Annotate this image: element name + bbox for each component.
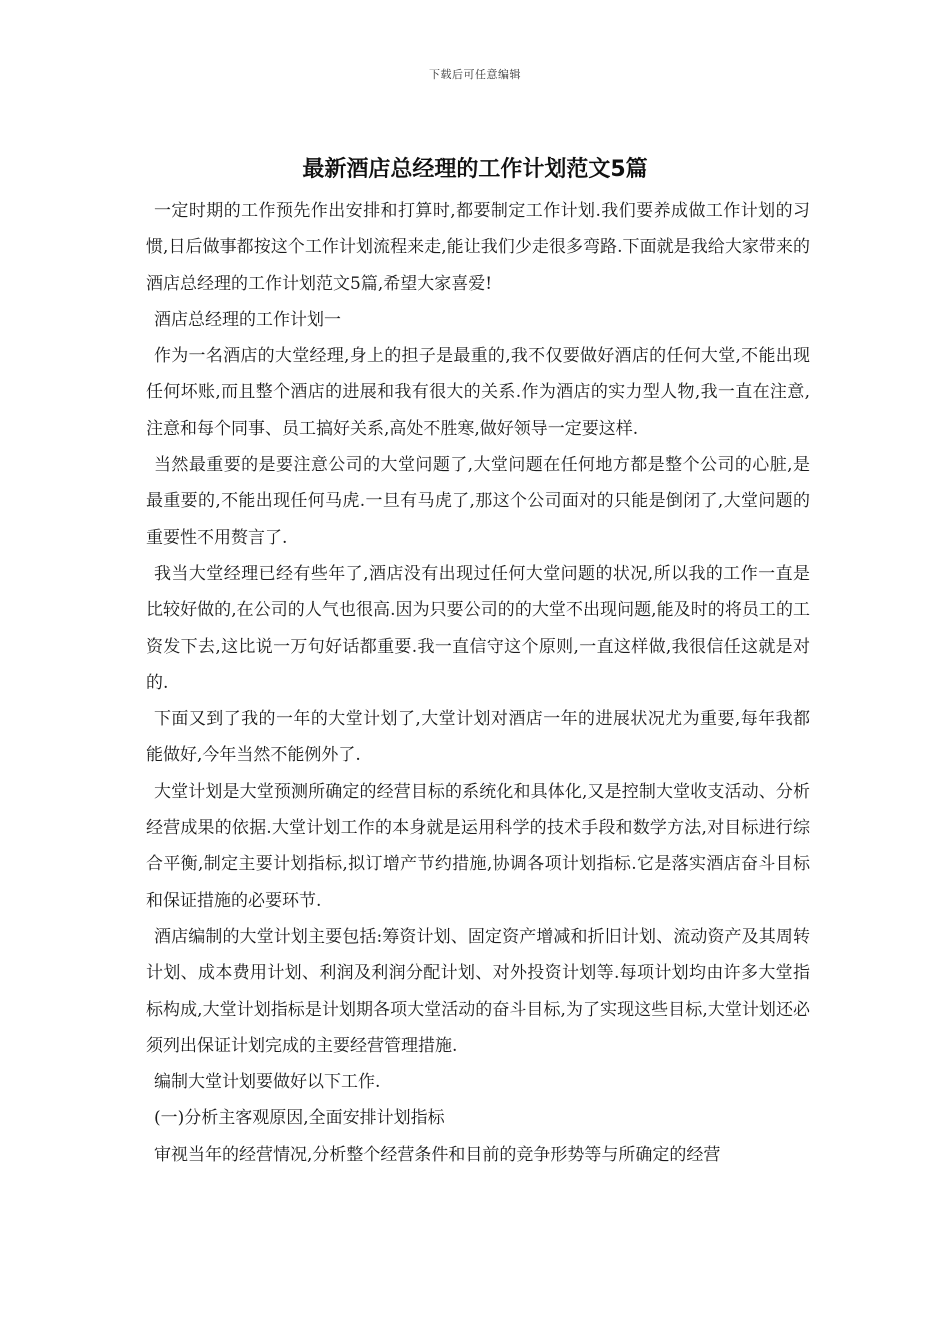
paragraph: 我当大堂经理已经有些年了,酒店没有出现过任何大堂问题的状况,所以我的工作一直是比较好做的,在公司的人气也很高.因为只要公司的的大堂不出现问题,能及时的将员工的工资发下去,这比说一万句好话都重要.我一直信守这个原则,一直这样做,我很信任这就是对的.: [146, 563, 810, 693]
section-heading: 酒店总经理的工作计划一: [154, 309, 341, 330]
paragraph: 大堂计划是大堂预测所确定的经营目标的系统化和具体化,又是控制大堂收支活动、分析经营成果的依据.大堂计划工作的本身就是运用科学的技术手段和数学方法,对目标进行综合平衡,制定主要计划指标,拟订增产节约措施,协调各项计划指标.它是落实酒店奋斗目标和保证措施的必要环节.: [146, 781, 810, 911]
paragraph: 酒店编制的大堂计划主要包括:筹资计划、固定资产增减和折旧计划、流动资产及其周转计划、成本费用计划、利润及利润分配计划、对外投资计划等.每项计划均由许多大堂指标构成,大堂计划指标是计划期各项大堂活动的奋斗目标,为了实现这些目标,大堂计划还必须列出保证计划完成的主要经营管理措施.: [146, 926, 810, 1056]
header-note: 下载后可任意编辑: [429, 68, 521, 81]
document-body: [146, 193, 810, 1173]
paragraph: 编制大堂计划要做好以下工作.: [154, 1072, 381, 1093]
document-title: 最新酒店总经理的工作计划范文5篇: [302, 157, 648, 182]
paragraph: 下面又到了我的一年的大堂计划了,大堂计划对酒店一年的进展状况尤为重要,每年我都能做好,今年当然不能例外了.: [146, 709, 810, 766]
paragraph: 审视当年的经营情况,分析整个经营条件和目前的竞争形势等与所确定的经营: [154, 1144, 721, 1165]
paragraph: 作为一名酒店的大堂经理,身上的担子是最重的,我不仅要做好酒店的任何大堂,不能出现任何坏账,而且整个酒店的进展和我有很大的关系.作为酒店的实力型人物,我一直在注意,注意和每个同事、员工搞好关系,高处不胜寒,做好领导一定要这样.: [146, 346, 810, 439]
paragraph-intro: 一定时期的工作预先作出安排和打算时,都要制定工作计划.我们要养成做工作计划的习惯,日后做事都按这个工作计划流程来走,能让我们少走很多弯路.下面就是我给大家带来的酒店总经理的工作计划范文5篇,希望大家喜爱!: [146, 201, 810, 294]
paragraph: 当然最重要的是要注意公司的大堂问题了,大堂问题在任何地方都是整个公司的心脏,是最重要的,不能出现任何马虎.一旦有马虎了,那这个公司面对的只能是倒闭了,大堂问题的重要性不用赘言了.: [146, 455, 810, 548]
subsection-heading: (一)分析主客观原因,全面安排计划指标: [154, 1108, 445, 1129]
